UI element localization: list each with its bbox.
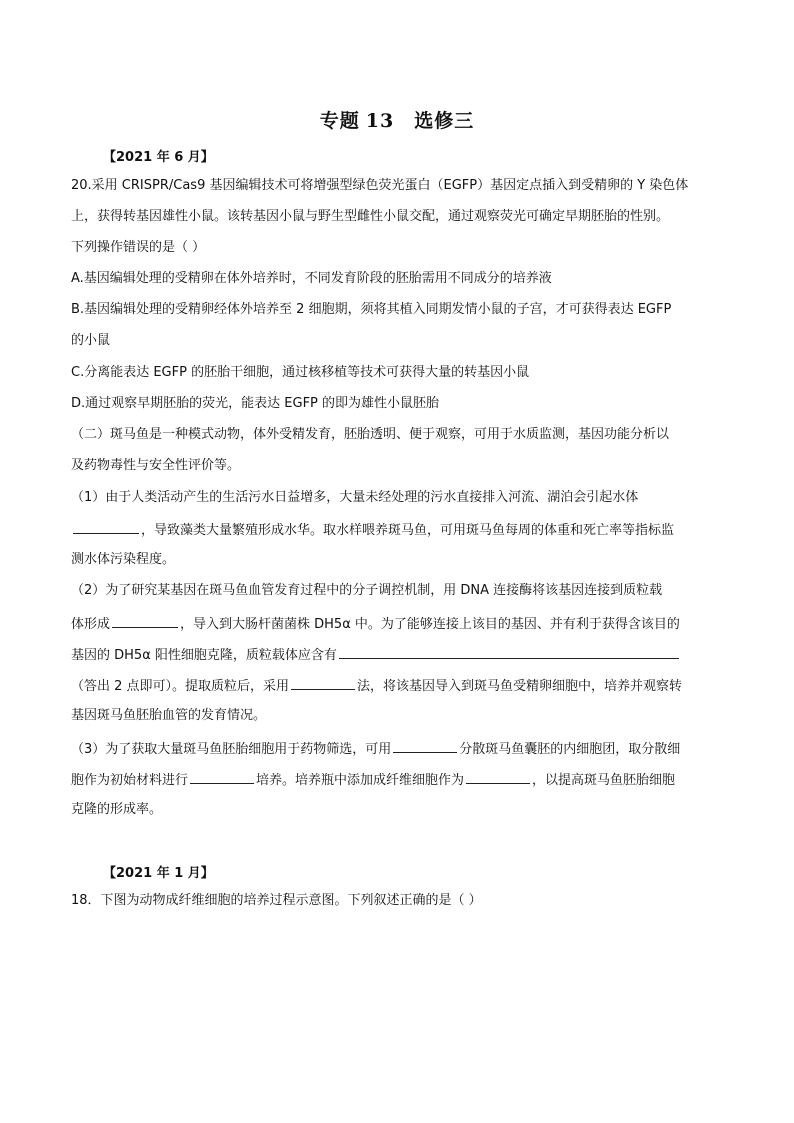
subq3-line-2-rest: ，以提高斑马鱼胚胎细胞 (532, 773, 676, 788)
part2-intro-line-1: （二）斑马鱼是一种模式动物，体外受精发育，胚胎透明、便于观察，可用于水质监测，基因功能分析以 (71, 427, 670, 442)
subq3-line-1-lead: （3）为了获取大量斑马鱼胚胎细胞用于药物筛选，可用 (71, 742, 392, 757)
subq2-line-2-rest: ，导入到大肠杆菌菌株 DH5α 中。为了能够连接上该目的基因、并有利于获得含该目的 (180, 617, 680, 632)
subq1-line-2-text: ，导致藻类大量繁殖形成水华。取水样喂养斑马鱼，可用斑马鱼每周的体重和死亡率等指标监 (141, 523, 675, 538)
q20-stem-line-1: 20.采用 CRISPR/Cas9 基因编辑技术可将增强型绿色荧光蛋白（EGFP）基因定点插入到受精卵的 Y 染色体 (71, 178, 689, 193)
subq1-line-3: 测水体污染程度。 (71, 552, 176, 567)
answer-blank[interactable] (339, 645, 679, 659)
subq2-line-3 (71, 645, 731, 665)
q20-option-b-line-2: 的小鼠 (71, 333, 111, 348)
subq2-line-3-text: 基因的 DH5α 阳性细胞克隆，质粒载体应含有 (71, 648, 337, 663)
answer-blank[interactable] (393, 739, 457, 753)
q18-stem: 18．下图为动物成纤维细胞的培养过程示意图。下列叙述正确的是（ ） (71, 893, 482, 908)
answer-blank[interactable] (112, 614, 178, 628)
subq3-line-2-lead: 胞作为初始材料进行 (71, 773, 189, 788)
subq3-line-1 (71, 739, 731, 759)
subq1-line-2 (71, 520, 731, 540)
q20-option-b-line-1: B.基因编辑处理的受精卵经体外培养至 2 细胞期，须将其植入同期发情小鼠的子宫，才可获得表达 EGFP (71, 302, 672, 317)
q20-option-c: C.分离能表达 EGFP 的胚胎干细胞，通过核移植等技术可获得大量的转基因小鼠 (71, 365, 530, 380)
q20-option-a: A.基因编辑处理的受精卵在体外培养时，不同发育阶段的胚胎需用不同成分的培养液 (71, 271, 552, 286)
subq2-line-2-lead: 体形成 (71, 617, 111, 632)
subq3-line-3: 克隆的形成率。 (71, 802, 163, 817)
subq2-line-4-lead: （答出 2 点即可）。提取质粒后，采用 (71, 679, 290, 694)
q20-stem-line-3: 下列操作错误的是（ ） (71, 240, 206, 255)
subq3-line-1-rest: 分散斑马鱼囊胚的内细胞团，取分散细 (459, 742, 681, 757)
q20-option-d: D.通过观察早期胚胎的荧光，能表达 EGFP 的即为雄性小鼠胚胎 (71, 396, 440, 411)
answer-blank[interactable] (291, 676, 355, 690)
subq2-line-4-rest: 法，将该基因导入到斑马鱼受精卵细胞中，培养并观察转 (357, 679, 683, 694)
subq3-line-2-mid: 培养。培养瓶中添加成纤维细胞作为 (256, 773, 465, 788)
subq2-line-4 (71, 676, 731, 696)
title-prefix: 专题 (319, 110, 360, 132)
section-tag-2021-june: 【2021 年 6 月】 (103, 150, 214, 165)
page-title (0, 106, 794, 133)
answer-blank[interactable] (73, 520, 139, 534)
section-tag-2021-january: 【2021 年 1 月】 (103, 866, 214, 881)
subq2-line-1: （2）为了研究某基因在斑马鱼血管发育过程中的分子调控机制，用 DNA 连接酶将该基因连接到质粒载 (71, 583, 663, 598)
answer-blank[interactable] (466, 770, 530, 784)
answer-blank[interactable] (190, 770, 254, 784)
subq2-line-5: 基因斑马鱼胚胎血管的发育情况。 (71, 708, 267, 723)
subq3-line-2 (71, 770, 731, 790)
subq2-line-2 (71, 614, 731, 634)
part2-intro-line-2: 及药物毒性与安全性评价等。 (71, 458, 241, 473)
title-subject: 选修三 (414, 110, 475, 132)
subq1-line-1: （1）由于人类活动产生的生活污水日益增多，大量未经处理的污水直接排入河流、湖泊会引起水体 (71, 490, 639, 505)
q20-stem-line-2: 上，获得转基因雄性小鼠。该转基因小鼠与野生型雌性小鼠交配，通过观察荧光可确定早期胚胎的性别。 (71, 209, 670, 224)
title-number: 13 (365, 110, 395, 132)
